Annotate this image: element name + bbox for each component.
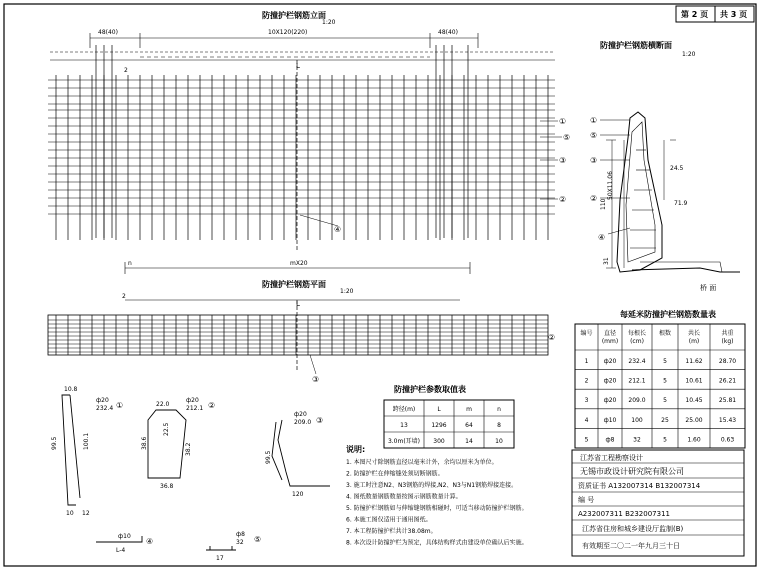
bar2-length: 212.1 xyxy=(186,405,204,412)
quantity-table-cell: 5 xyxy=(663,436,667,444)
bar2-dim-bottom: 36.8 xyxy=(160,483,174,490)
parameter-table-header: L xyxy=(437,406,441,413)
quantity-table-cell: 4 xyxy=(584,416,589,424)
parameter-table-cell: 1296 xyxy=(431,422,447,429)
stamp-line-1: 江苏省工程勘察设计 xyxy=(580,454,643,462)
quantity-table-header: 共长 xyxy=(687,330,701,337)
quantity-table-cell: 28.70 xyxy=(718,358,737,365)
elevation-span-label: L xyxy=(296,62,300,70)
note-line: 1. 本图尺寸除钢筋直径以毫米计外，余均以厘米为单位。 xyxy=(346,459,498,466)
quantity-table-header: 直径 xyxy=(603,330,617,337)
quantity-table-cell: 32 xyxy=(633,436,641,444)
elevation-dim-right: 48(40) xyxy=(438,29,458,36)
note-line: 6. 本施工图仅适用于通用图纸。 xyxy=(346,516,432,524)
quantity-table-cell: 5 xyxy=(663,377,667,385)
section-dim-3: 110 xyxy=(600,198,607,210)
stamp-line-4a: 编 号 xyxy=(578,496,595,504)
elevation-dim-left: 48(40) xyxy=(98,29,118,36)
quantity-table-cell: 10.61 xyxy=(685,377,703,385)
elevation-callout-4: ④ xyxy=(334,225,342,234)
section-view xyxy=(590,40,740,292)
section-dim-4: 31 xyxy=(603,257,610,265)
elevation-title: 防撞护栏钢筋立面 xyxy=(262,11,326,20)
quantity-table-cell: 100 xyxy=(631,416,643,424)
design-institute-stamp xyxy=(572,450,744,556)
bar1-dim-bottom-right: 12 xyxy=(82,510,90,517)
quantity-table-cell: 2 xyxy=(584,377,589,385)
bar1-dim-right: 100.1 xyxy=(83,432,90,450)
quantity-table-cell: 5 xyxy=(663,397,667,405)
quantity-table-cell: 3 xyxy=(584,397,589,405)
quantity-table-cell: 26.21 xyxy=(718,377,737,385)
bar5-diameter: ф8 xyxy=(236,531,245,538)
quantity-table-cell: 1 xyxy=(584,358,589,365)
notes xyxy=(346,444,528,547)
quantity-table-cell: 25.81 xyxy=(718,397,737,405)
elevation-scale: 1:20 xyxy=(322,19,336,26)
plan-view xyxy=(48,279,555,384)
quantity-table xyxy=(575,309,745,448)
note-line: 8. 本次设计防撞护栏为预定，具体结构样式由建设单位确认后实施。 xyxy=(346,539,528,547)
bar1-dim-top: 10.8 xyxy=(64,386,78,393)
plan-marker-2: 2 xyxy=(122,293,126,300)
parameter-table-cell: 64 xyxy=(465,422,473,429)
bar2-diameter: ф20 xyxy=(186,397,199,404)
quantity-table-title: 每延米防撞护栏钢筋数量表 xyxy=(620,310,716,319)
section-bridge-label: 桥 面 xyxy=(700,284,717,292)
section-callout-2: ② xyxy=(590,194,598,203)
quantity-table-header: 共重 xyxy=(721,330,734,337)
note-line: 7. 本工程防撞护栏共计38.08m。 xyxy=(346,528,437,535)
quantity-table-header: (mm) xyxy=(601,338,619,345)
quantity-table-cell: 15.43 xyxy=(718,416,737,424)
stamp-line-4b: A232007311 B232007311 xyxy=(578,510,670,518)
page-header xyxy=(676,6,754,22)
quantity-table-header: (cm) xyxy=(630,338,644,345)
bar1-diameter: ф20 xyxy=(96,397,109,404)
section-callout-5: ⑤ xyxy=(590,131,598,140)
bar3-dim-bottom: 120 xyxy=(292,491,304,498)
bar3-diameter: ф20 xyxy=(294,411,307,418)
page-number: 第 2 页 xyxy=(681,10,709,19)
quantity-table-cell: 11.62 xyxy=(685,358,703,365)
elevation-callout-3: ③ xyxy=(559,156,567,165)
elevation-callout-1: ① xyxy=(559,117,567,126)
bar3-length: 209.0 xyxy=(294,419,312,426)
note-line: 5. 防撞护栏钢筋如与伸缩缝钢筋相碰时，可适当移动防撞护栏钢筋。 xyxy=(346,505,528,512)
note-line: 3. 施工时注意N2、N3钢筋的焊接,N2、N3与N1钢筋焊接连接。 xyxy=(346,482,518,489)
stamp-line-3: 资质证书 A132007314 B132007314 xyxy=(578,482,701,490)
plan-scale: 1:20 xyxy=(340,288,354,295)
bar1-callout: ① xyxy=(116,401,124,410)
bar2-callout: ② xyxy=(208,401,216,410)
notes-title: 说明: xyxy=(346,445,366,454)
elevation-callout-5: ⑤ xyxy=(563,133,571,142)
quantity-table-header: 编号 xyxy=(580,330,593,337)
section-callout-4: ④ xyxy=(598,233,606,242)
parameter-table xyxy=(384,384,514,448)
bar2-dim-inner: 22.5 xyxy=(163,422,170,436)
note-line: 4. 图纸数量钢筋数量按图示钢筋数量计算。 xyxy=(346,493,462,501)
bar3-callout: ③ xyxy=(316,416,324,425)
quantity-table-cell: 25 xyxy=(661,416,669,424)
quantity-table-cell: 5 xyxy=(663,358,667,365)
bar1-dim-left: 99.5 xyxy=(51,436,58,450)
bar2-dim-left: 38.6 xyxy=(141,436,148,450)
parameter-table-cell: 300 xyxy=(433,438,445,445)
stamp-line-2: 无锡市政设计研究院有限公司 xyxy=(580,467,684,476)
parameter-table-cell: 8 xyxy=(497,422,501,429)
stamp-line-6: 有效期至二〇二一年九月三十日 xyxy=(582,542,680,550)
section-dim-1: 24.5 xyxy=(670,165,684,172)
quantity-table-cell: 212.1 xyxy=(628,377,646,385)
quantity-table-header: (kg) xyxy=(721,338,734,345)
quantity-table-cell: ф20 xyxy=(603,397,617,405)
section-callout-3: ③ xyxy=(590,156,598,165)
bar2-dim-top: 22.0 xyxy=(156,401,170,408)
section-title: 防撞护栏钢筋横断面 xyxy=(600,41,672,50)
bar4-diameter: ф10 xyxy=(118,533,131,540)
bar5-callout: ⑤ xyxy=(254,535,262,544)
quantity-table-cell: ф20 xyxy=(603,358,617,365)
section-scale: 1:20 xyxy=(682,51,696,58)
bar1-dim-bottom-left: 10 xyxy=(66,510,74,517)
quantity-table-cell: ф10 xyxy=(603,416,617,424)
elevation-view xyxy=(48,10,570,274)
stamp-line-5: 江苏省住房和城乡建设厅监制(B) xyxy=(582,525,684,533)
parameter-table-title: 防撞护栏参数取值表 xyxy=(394,385,466,394)
parameter-table-cell: 3.0m(耳墙) xyxy=(387,438,421,445)
bar4-callout: ④ xyxy=(146,537,154,546)
bar5-dim: 17 xyxy=(216,555,224,562)
quantity-table-header: 每根长 xyxy=(627,330,647,337)
bar2-dim-right: 38.2 xyxy=(185,442,192,456)
bar-detail-labels xyxy=(51,386,323,562)
elevation-dim-mid: 10X120(220) xyxy=(268,29,308,36)
quantity-table-cell: 10.45 xyxy=(685,397,703,405)
page-total: 共 3 页 xyxy=(720,10,748,19)
plan-title: 防撞护栏钢筋平面 xyxy=(262,280,326,289)
elevation-callout-2: ② xyxy=(559,195,567,204)
elevation-marker-n: n xyxy=(128,260,132,267)
bar-details xyxy=(62,395,330,550)
section-dim-2: 50X11.06 xyxy=(607,171,614,200)
plan-callout-3: ③ xyxy=(312,375,320,384)
bar1-length: 232.4 xyxy=(96,405,114,412)
quantity-table-cell: ф20 xyxy=(603,377,617,385)
bar4-dim: L-4 xyxy=(116,547,126,554)
quantity-table-cell: 209.0 xyxy=(628,397,646,405)
quantity-table-header: 根数 xyxy=(658,330,672,337)
parameter-table-cell: 10 xyxy=(495,438,503,445)
note-line: 2. 防撞护栏在伸缩缝处须切断钢筋。 xyxy=(346,470,444,478)
quantity-table-cell: 0.63 xyxy=(720,436,735,444)
quantity-table-cell: 232.4 xyxy=(628,358,646,365)
section-dim-5: 71.9 xyxy=(674,200,688,207)
plan-callout-2: ② xyxy=(548,333,556,342)
section-callout-1: ① xyxy=(590,116,598,125)
quantity-table-header: (m) xyxy=(688,338,700,345)
quantity-table-cell: ф8 xyxy=(605,436,615,444)
parameter-table-header: m xyxy=(466,406,472,413)
bar3-dim-left: 99.5 xyxy=(265,450,272,464)
parameter-table-cell: 13 xyxy=(400,422,408,429)
plan-span-label: L xyxy=(296,300,300,308)
quantity-table-cell: 25.00 xyxy=(685,416,703,424)
quantity-table-cell: 5 xyxy=(584,436,589,444)
parameter-table-header: n xyxy=(497,406,501,413)
elevation-marker-2: 2 xyxy=(124,67,128,74)
bar5-length: 32 xyxy=(236,539,244,546)
parameter-table-header: 跨径(m) xyxy=(392,406,416,413)
elevation-bottom-dim: mX20 xyxy=(290,260,308,267)
quantity-table-cell: 1.60 xyxy=(687,436,701,444)
parameter-table-cell: 14 xyxy=(465,438,473,445)
